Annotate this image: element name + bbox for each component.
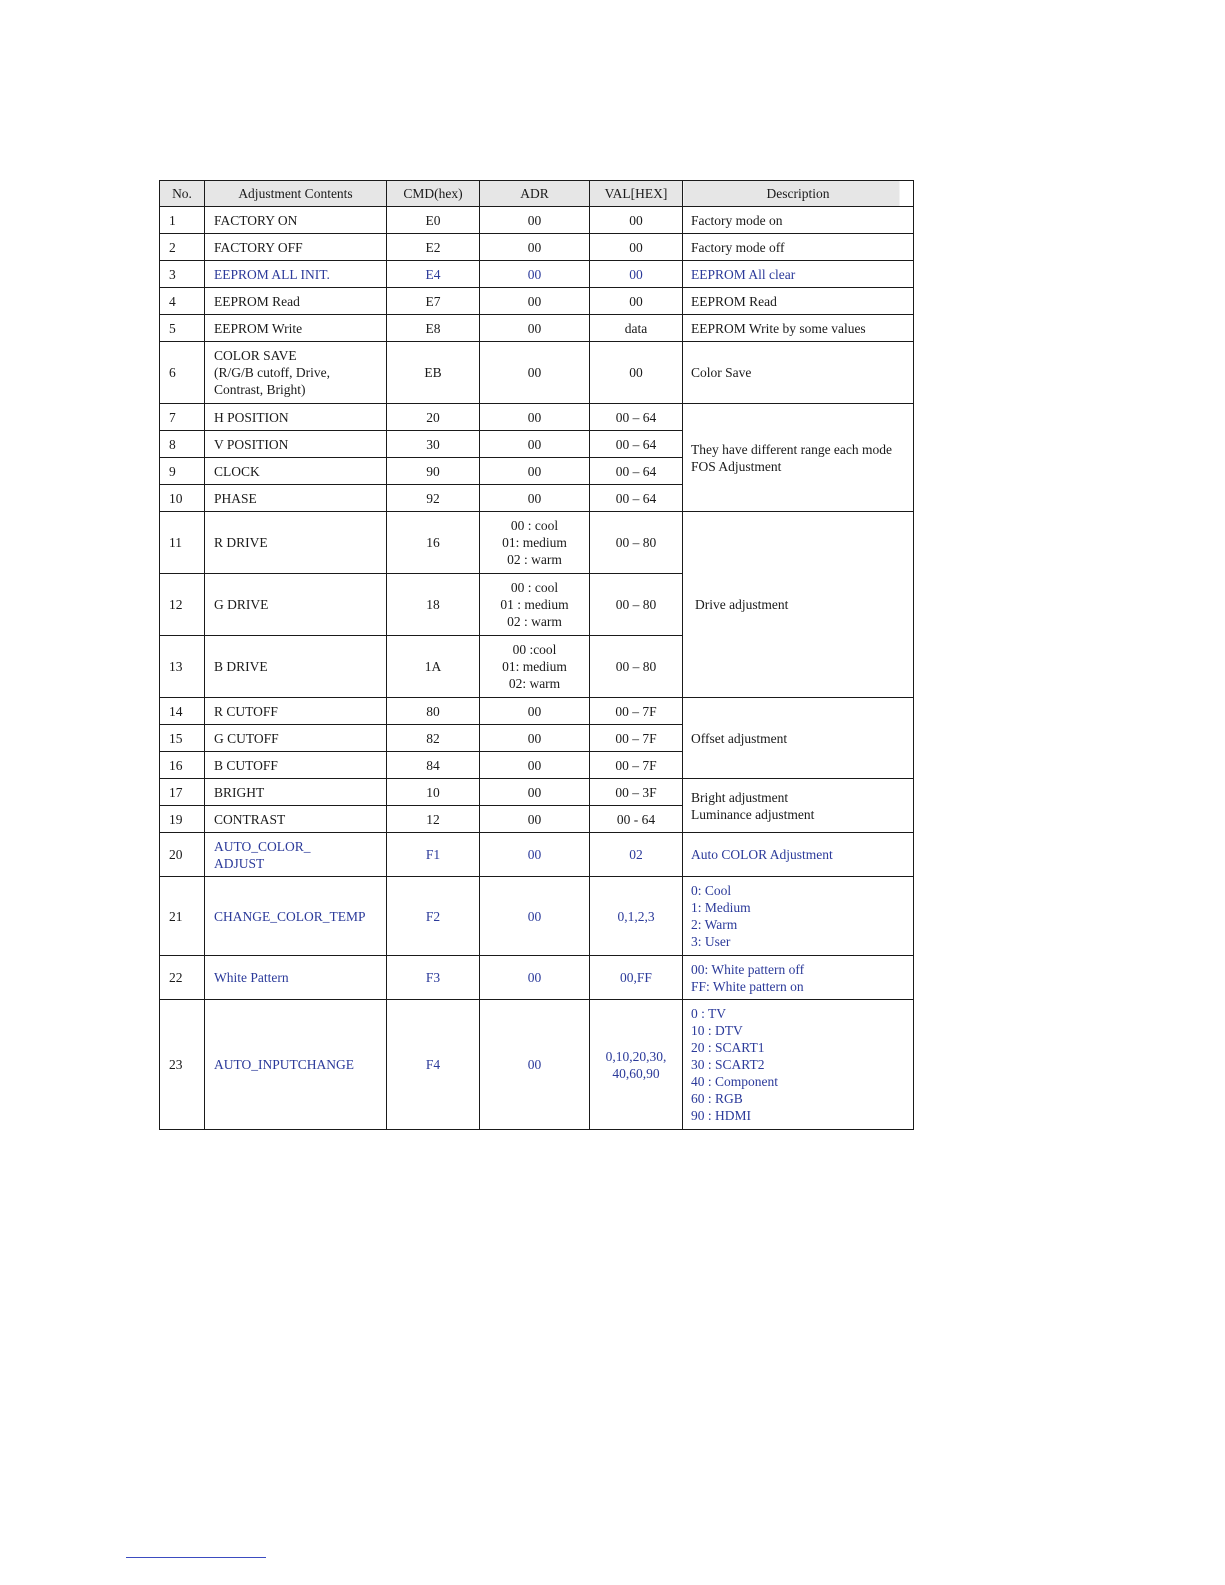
cell-cmd: 82 — [387, 725, 480, 752]
cell-adr: 00 — [480, 288, 590, 315]
cell-val: 00,FF — [590, 956, 683, 1000]
table-row — [160, 1000, 914, 1130]
header-row — [160, 181, 914, 207]
cell-adr: 00 — [480, 752, 590, 779]
cell-adjustment: CONTRAST — [205, 806, 387, 833]
cell-val: 0,10,20,30, 40,60,90 — [590, 1000, 683, 1130]
table-row — [160, 234, 914, 261]
cell-description: Factory mode on — [683, 207, 914, 234]
cell-adjustment: B DRIVE — [205, 636, 387, 698]
table-row — [160, 288, 914, 315]
cell-adr: 00 — [480, 342, 590, 404]
cell-val: 00 — [590, 207, 683, 234]
cell-adr: 00 — [480, 725, 590, 752]
cell-adjustment: EEPROM Write — [205, 315, 387, 342]
cell-val: 02 — [590, 833, 683, 877]
cell-adr: 00 : cool 01: medium 02 : warm — [480, 512, 590, 574]
cell-no: 5 — [160, 315, 205, 342]
cell-adjustment: COLOR SAVE (R/G/B cutoff, Drive, Contrast, Bright) — [205, 342, 387, 404]
cell-no: 10 — [160, 485, 205, 512]
cell-description: Color Save — [683, 342, 914, 404]
table-row — [160, 956, 914, 1000]
cell-no: 8 — [160, 431, 205, 458]
cell-adr: 00 :cool 01: medium 02: warm — [480, 636, 590, 698]
header-description: Description — [683, 181, 914, 207]
cell-cmd: 30 — [387, 431, 480, 458]
table-row — [160, 833, 914, 877]
cell-val: 00 — [590, 288, 683, 315]
cell-cmd: 1A — [387, 636, 480, 698]
cell-adr: 00 — [480, 833, 590, 877]
cell-cmd: 12 — [387, 806, 480, 833]
cell-no: 14 — [160, 698, 205, 725]
cell-cmd: E4 — [387, 261, 480, 288]
cell-adjustment: AUTO_COLOR_ ADJUST — [205, 833, 387, 877]
cell-no: 16 — [160, 752, 205, 779]
cell-description: 00: White pattern off FF: White pattern on — [683, 956, 914, 1000]
cell-cmd: 84 — [387, 752, 480, 779]
cell-description: Drive adjustment — [683, 512, 914, 698]
cell-cmd: F4 — [387, 1000, 480, 1130]
cell-adjustment: V POSITION — [205, 431, 387, 458]
cell-adjustment: FACTORY ON — [205, 207, 387, 234]
cell-adr: 00 — [480, 806, 590, 833]
cell-no: 17 — [160, 779, 205, 806]
cell-cmd: 92 — [387, 485, 480, 512]
table-row — [160, 261, 914, 288]
header-no: No. — [160, 181, 205, 207]
cell-adjustment: H POSITION — [205, 404, 387, 431]
cell-description: EEPROM All clear — [683, 261, 914, 288]
cell-val: 00 – 7F — [590, 698, 683, 725]
cell-cmd: 16 — [387, 512, 480, 574]
header-adjustment: Adjustment Contents — [205, 181, 387, 207]
cell-no: 12 — [160, 574, 205, 636]
cell-adjustment: G CUTOFF — [205, 725, 387, 752]
cell-val: 00 – 80 — [590, 574, 683, 636]
cell-adjustment: EEPROM ALL INIT. — [205, 261, 387, 288]
cell-cmd: 90 — [387, 458, 480, 485]
cell-cmd: 20 — [387, 404, 480, 431]
cell-cmd: E8 — [387, 315, 480, 342]
cell-adjustment: BRIGHT — [205, 779, 387, 806]
cell-description: Bright adjustment Luminance adjustment — [683, 779, 914, 833]
cell-no: 15 — [160, 725, 205, 752]
cell-cmd: E7 — [387, 288, 480, 315]
cell-adjustment: PHASE — [205, 485, 387, 512]
cell-description: 0: Cool 1: Medium 2: Warm 3: User — [683, 877, 914, 956]
cell-adjustment: G DRIVE — [205, 574, 387, 636]
cell-adjustment: R CUTOFF — [205, 698, 387, 725]
cell-adr: 00 — [480, 698, 590, 725]
cell-no: 7 — [160, 404, 205, 431]
cell-adjustment: R DRIVE — [205, 512, 387, 574]
cell-adr: 00 : cool 01 : medium 02 : warm — [480, 574, 590, 636]
cell-cmd: EB — [387, 342, 480, 404]
header-adr: ADR — [480, 181, 590, 207]
table-row — [160, 315, 914, 342]
cell-val: 00 - 64 — [590, 806, 683, 833]
cell-no: 20 — [160, 833, 205, 877]
cell-description: EEPROM Read — [683, 288, 914, 315]
cell-val: 00 – 64 — [590, 404, 683, 431]
cell-val: 00 – 3F — [590, 779, 683, 806]
cell-adr: 00 — [480, 234, 590, 261]
cell-no: 21 — [160, 877, 205, 956]
cell-no: 13 — [160, 636, 205, 698]
cell-adr: 00 — [480, 261, 590, 288]
cell-val: 00 — [590, 261, 683, 288]
table-row — [160, 342, 914, 404]
table-row — [160, 779, 914, 806]
cell-adjustment: CLOCK — [205, 458, 387, 485]
table-row — [160, 698, 914, 725]
cell-cmd: E0 — [387, 207, 480, 234]
cell-adr: 00 — [480, 1000, 590, 1130]
cell-adr: 00 — [480, 956, 590, 1000]
cell-no: 4 — [160, 288, 205, 315]
cell-adr: 00 — [480, 404, 590, 431]
cell-description: 0 : TV 10 : DTV 20 : SCART1 30 : SCART2 40 : Component 60 : RGB 90 : HDMI — [683, 1000, 914, 1130]
cell-description: Auto COLOR Adjustment — [683, 833, 914, 877]
cell-adr: 00 — [480, 877, 590, 956]
cell-no: 3 — [160, 261, 205, 288]
cell-no: 2 — [160, 234, 205, 261]
footnote-rule — [126, 1557, 266, 1558]
cell-no: 23 — [160, 1000, 205, 1130]
cell-cmd: 10 — [387, 779, 480, 806]
cell-cmd: F1 — [387, 833, 480, 877]
cell-adr: 00 — [480, 779, 590, 806]
cell-val: 00 – 64 — [590, 431, 683, 458]
cell-adjustment: FACTORY OFF — [205, 234, 387, 261]
cell-adjustment: AUTO_INPUTCHANGE — [205, 1000, 387, 1130]
cell-adr: 00 — [480, 315, 590, 342]
command-table — [159, 180, 914, 1130]
cell-adr: 00 — [480, 207, 590, 234]
cell-adr: 00 — [480, 458, 590, 485]
table-row — [160, 877, 914, 956]
cell-val: 00 – 64 — [590, 458, 683, 485]
cell-val: 00 – 80 — [590, 512, 683, 574]
cell-description: Factory mode off — [683, 234, 914, 261]
cell-no: 9 — [160, 458, 205, 485]
cell-no: 11 — [160, 512, 205, 574]
cell-val: 00 – 7F — [590, 752, 683, 779]
cell-adjustment: White Pattern — [205, 956, 387, 1000]
cell-no: 19 — [160, 806, 205, 833]
cell-description: They have different range each mode FOS Adjustment — [683, 404, 914, 512]
cell-val: 00 — [590, 342, 683, 404]
cell-description: Offset adjustment — [683, 698, 914, 779]
table-row — [160, 404, 914, 431]
cell-val: 0,1,2,3 — [590, 877, 683, 956]
cell-adr: 00 — [480, 485, 590, 512]
cell-adjustment: EEPROM Read — [205, 288, 387, 315]
cell-val: 00 — [590, 234, 683, 261]
cell-cmd: E2 — [387, 234, 480, 261]
cell-no: 1 — [160, 207, 205, 234]
cell-val: 00 – 7F — [590, 725, 683, 752]
cell-cmd: F2 — [387, 877, 480, 956]
cell-description: EEPROM Write by some values — [683, 315, 914, 342]
cell-cmd: 18 — [387, 574, 480, 636]
cell-adjustment: B CUTOFF — [205, 752, 387, 779]
cell-cmd: F3 — [387, 956, 480, 1000]
cell-val: 00 – 80 — [590, 636, 683, 698]
cell-no: 6 — [160, 342, 205, 404]
cell-no: 22 — [160, 956, 205, 1000]
cell-adr: 00 — [480, 431, 590, 458]
header-val: VAL[HEX] — [590, 181, 683, 207]
table-row — [160, 207, 914, 234]
table-row — [160, 512, 914, 574]
header-cmd: CMD(hex) — [387, 181, 480, 207]
cell-cmd: 80 — [387, 698, 480, 725]
cell-val: data — [590, 315, 683, 342]
cell-adjustment: CHANGE_COLOR_TEMP — [205, 877, 387, 956]
cell-val: 00 – 64 — [590, 485, 683, 512]
